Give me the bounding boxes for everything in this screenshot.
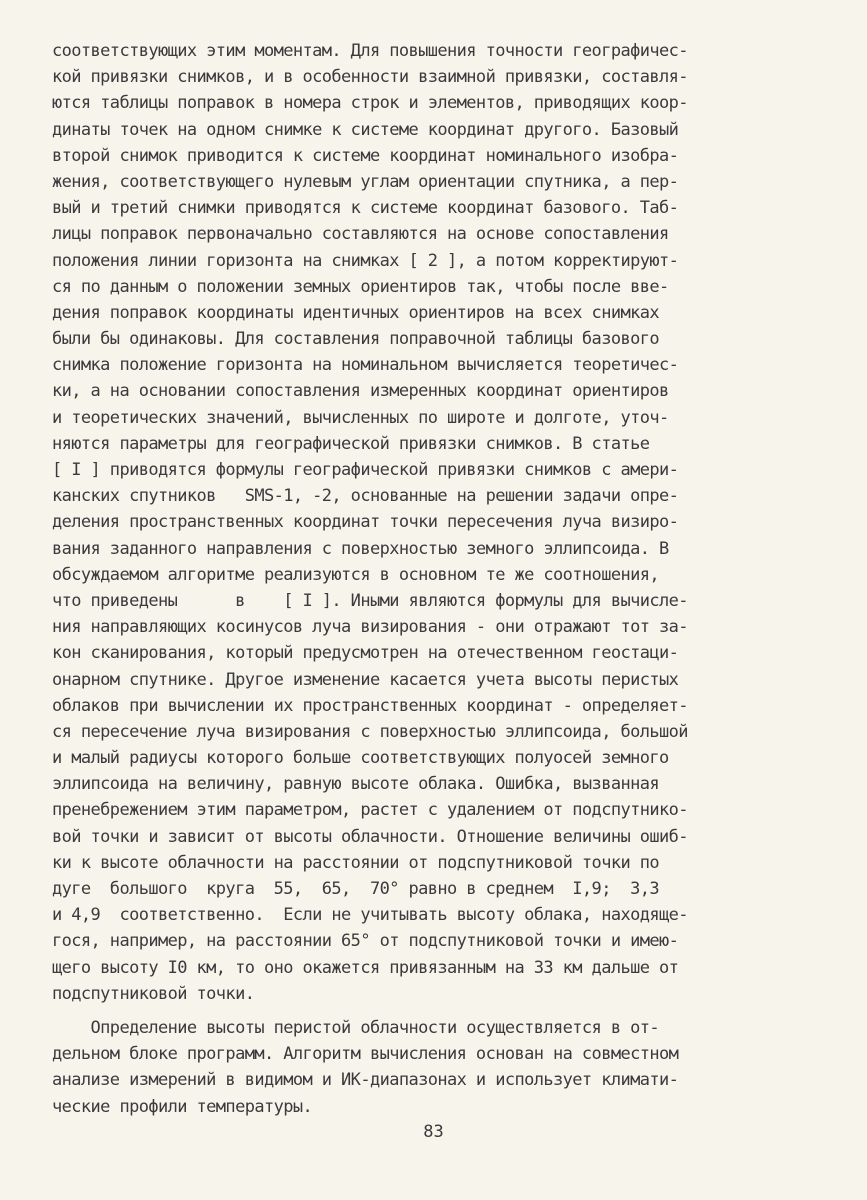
paragraph-2	[52, 1015, 832, 1120]
text-line: канских спутников SMS-1, -2, основанные на решении задачи опре-	[52, 486, 679, 507]
paragraph-gap	[52, 1007, 832, 1015]
text-line: деления пространственных координат точки пересечения луча визиро-	[52, 512, 679, 533]
text-line: онарном спутнике. Другое изменение касается учета высоты перистых	[52, 669, 679, 690]
text-line: дуге большого круга 55, 65, 70° равно в среднем I,9; 3,3	[52, 879, 659, 899]
paragraph-1	[52, 38, 832, 1007]
text-line: подспутниковой точки.	[52, 983, 255, 1004]
text-line: вания заданного направления с поверхностью земного эллипсоида. В	[52, 538, 669, 559]
text-line: динаты точек на одном снимке к системе координат другого. Базовый	[52, 119, 679, 140]
text-line: ческие профили температуры.	[52, 1096, 313, 1117]
text-line: кон сканирования, который предусмотрен на отечественном геостаци-	[52, 643, 679, 664]
text-line: щего высоту I0 км, то оно окажется привязанным на 33 км дальше от	[52, 957, 679, 978]
text-line: и малый радиусы которого больше соответствующих полуосей земного	[52, 748, 669, 769]
text-line: анализе измерений в видимом и ИК-диапазонах и использует климати-	[52, 1070, 679, 1091]
text-line: гося, например, на расстоянии 65° от подспутниковой точки и имею-	[52, 931, 679, 952]
text-line: соответствующих этим моментам. Для повышения точности географичес-	[52, 41, 688, 61]
text-line: ния направляющих косинусов луча визирования - они отражают тот за-	[52, 617, 688, 638]
text-line: [ I ] приводятся формулы географической привязки снимков с амери-	[52, 460, 679, 480]
text-line: няются параметры для географической привязки снимков. В статье	[52, 433, 650, 454]
text-line: ки, а на основании сопоставления измеренных координат ориентиров	[52, 381, 669, 402]
text-line: вый и третий снимки приводятся к системе координат базового. Таб-	[52, 198, 679, 219]
text-line: ются таблицы поправок в номера строк и элементов, приводящих коор-	[52, 93, 688, 114]
text-line: и теоретических значений, вычисленных по широте и долготе, уточ-	[52, 407, 669, 428]
text-line: были бы одинаковы. Для составления поправочной таблицы базового	[52, 329, 659, 350]
text-line: Определение высоты перистой облачности осуществляется в от-	[52, 1017, 659, 1038]
text-line: ся пересечение луча визирования с поверхностью эллипсоида, большой	[52, 721, 688, 742]
text-line: жения, соответствующего нулевым углам ориентации спутника, а пер-	[52, 171, 679, 192]
text-line: что приведены в [ I ]. Иными являются формулы для вычисле-	[52, 590, 688, 611]
text-line: ся по данным о положении земных ориентиров так, чтобы после вве-	[52, 276, 669, 297]
text-line: дельном блоке программ. Алгоритм вычисления основан на совместном	[52, 1044, 679, 1065]
text-line: пренебрежением этим параметром, растет с удалением от подспутнико-	[52, 800, 688, 821]
text-line: ки к высоте облачности на расстоянии от подспутниковой точки по	[52, 852, 659, 873]
page-number: 83	[423, 1122, 444, 1142]
text-line: второй снимок приводится к системе координат номинального изобра-	[52, 145, 679, 166]
text-line: лицы поправок первоначально составляются на основе сопоставления	[52, 224, 669, 245]
text-line: и 4,9 соответственно. Если не учитывать высоту облака, находяще-	[52, 905, 688, 926]
text-line: вой точки и зависит от высоты облачности. Отношение величины ошиб-	[52, 826, 688, 847]
text-line: положения линии горизонта на снимках [ 2 ], а потом корректируют-	[52, 250, 679, 271]
text-line: снимка положение горизонта на номинальном вычисляется теоретичес-	[52, 355, 679, 376]
text-line: облаков при вычислении их пространственных координат - определяет-	[52, 695, 688, 716]
body-text	[52, 38, 832, 1120]
text-line: эллипсоида на величину, равную высоте облака. Ошибка, вызванная	[52, 774, 659, 795]
text-line: обсуждаемом алгоритме реализуются в основном те же соотношения,	[52, 564, 659, 585]
text-line: дения поправок координаты идентичных ориентиров на всех снимках	[52, 302, 659, 323]
text-line: кой привязки снимков, и в особенности взаимной привязки, составля-	[52, 67, 688, 88]
